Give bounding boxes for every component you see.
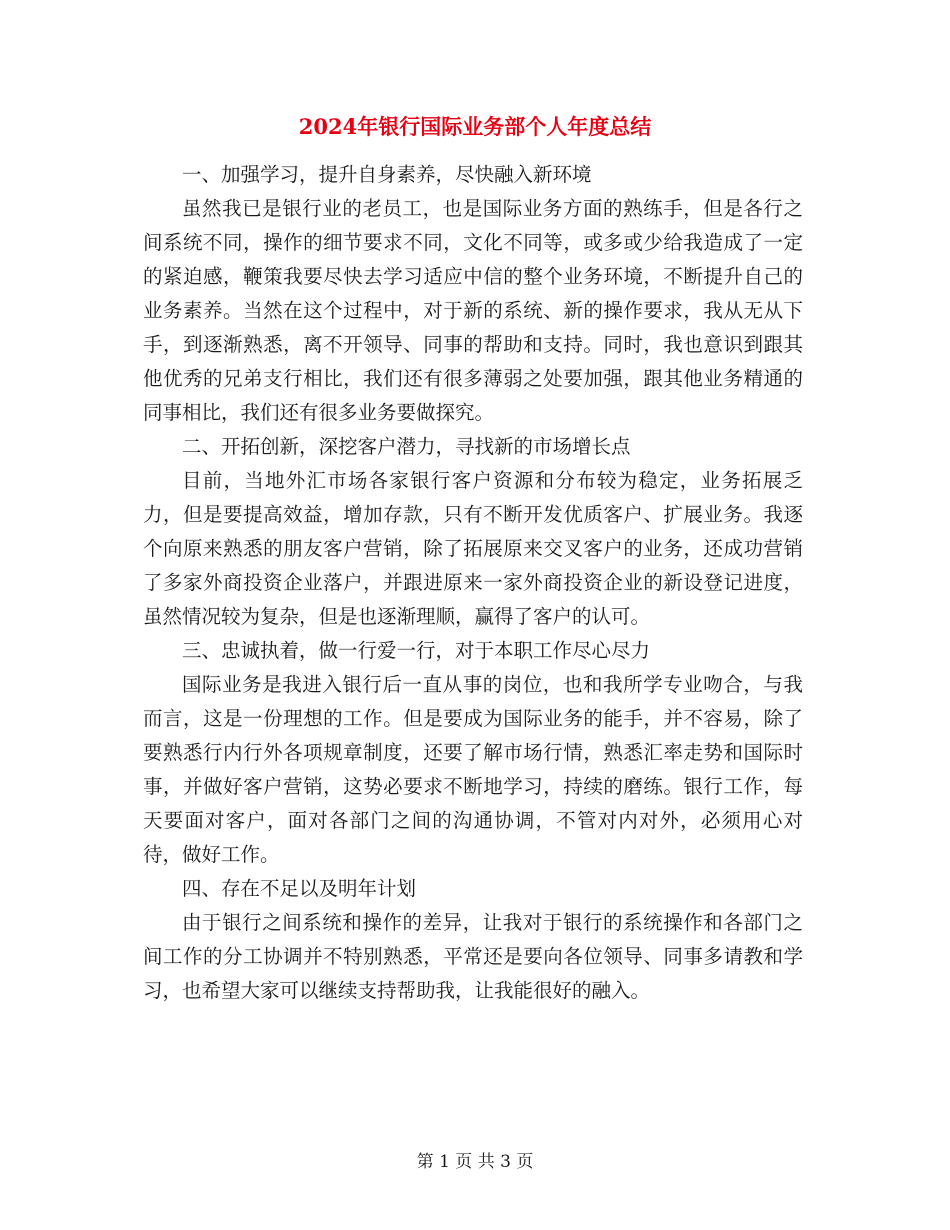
section-heading-4: 四、存在不足以及明年计划 (182, 877, 417, 900)
paragraph-4: 由于银行之间系统和操作的差异，让我对于银行的系统操作和各部门之间工作的分工协调并不特别熟悉，平常还是要向各位领导、同事多请教和学习，也希望大家可以继续支持帮助我，让我能很好的融入。 (143, 911, 803, 1002)
section-heading-2: 二、开拓创新，深挖客户潜力，寻找新的市场增长点 (182, 435, 631, 458)
paragraph-3: 国际业务是我进入银行后一直从事的岗位，也和我所学专业吻合，与我而言，这是一份理想的工作。但是要成为国际业务的能手，并不容易，除了要熟悉行内行外各项规章制度，还要了解市场行情，熟悉汇率走势和国际时事，并做好客户营销，这势必要求不断地学习，持续的磨练。银行工作，每天要面对客户，面对各部门之间的沟通协调，不管对内对外，必须用心对待，做好工作。 (143, 673, 803, 866)
section-heading-3: 三、忠诚执着，做一行爱一行，对于本职工作尽心尽力 (182, 639, 651, 662)
section-heading-1: 一、加强学习，提升自身素养，尽快融入新环境 (182, 163, 592, 186)
document-title: 2024年银行国际业务部个人年度总结 (298, 114, 652, 139)
paragraph-2: 目前，当地外汇市场各家银行客户资源和分布较为稳定，业务拓展乏力，但是要提高效益，增加存款，只有不断开发优质客户、扩展业务。我逐个向原来熟悉的朋友客户营销，除了拓展原来交叉客户的业务，还成功营销了多家外商投资企业落户，并跟进原来一家外商投资企业的新设登记进度，虽然情况较为复杂，但是也逐渐理顺，赢得了客户的认可。 (143, 469, 803, 628)
page-number-footer: 第 1 页 共 3 页 (416, 1152, 534, 1172)
paragraph-1: 虽然我已是银行业的老员工，也是国际业务方面的熟练手，但是各行之间系统不同，操作的细节要求不同，文化不同等，或多或少给我造成了一定的紧迫感，鞭策我要尽快去学习适应中信的整个业务环境，不断提升自己的业务素养。当然在这个过程中，对于新的系统、新的操作要求，我从无从下手，到逐渐熟悉，离不开领导、同事的帮助和支持。同时，我也意识到跟其他优秀的兄弟支行相比，我们还有很多薄弱之处要加强，跟其他业务精通的同事相比，我们还有很多业务要做探究。 (143, 197, 803, 424)
document-body (143, 158, 803, 1008)
